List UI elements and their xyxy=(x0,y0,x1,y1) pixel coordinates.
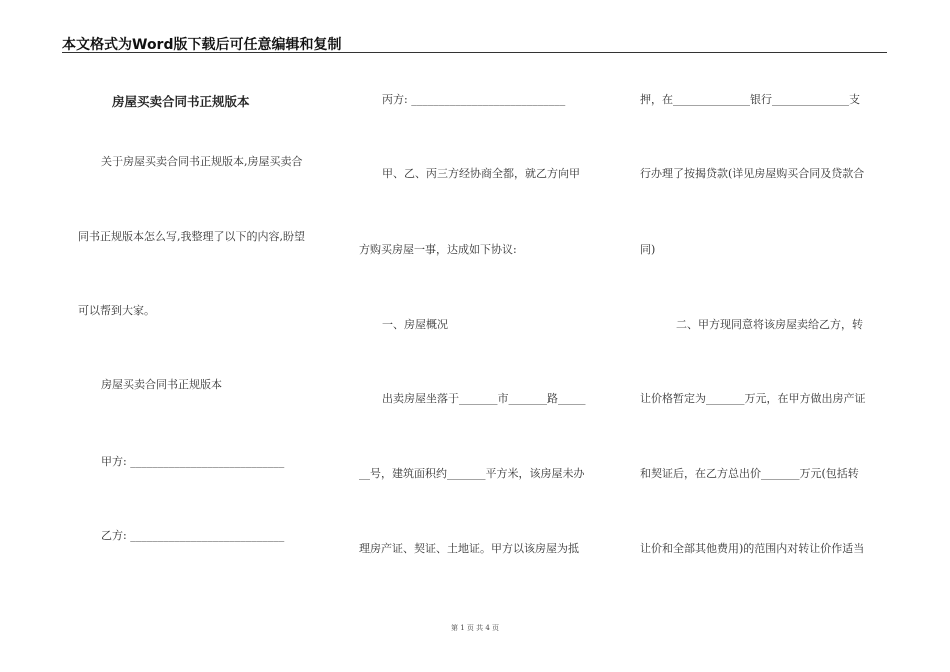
paragraph-line: 押，在______________银行______________支 xyxy=(640,93,860,106)
document-title: 房屋买卖合同书正规版本 xyxy=(112,94,250,109)
paragraph-line: __号，建筑面积约_______平方米，该房屋未办 xyxy=(359,467,585,480)
paragraph-line: 出卖房屋坐落于_______市_______路_____ xyxy=(382,392,586,405)
paragraph-line: 理房产证、契证、土地证。甲方以该房屋为抵 xyxy=(359,542,579,555)
paragraph-line: 关于房屋买卖合同书正规版本,房屋买卖合 xyxy=(101,155,303,168)
party-a-line: 甲方: ____________________________ xyxy=(101,455,285,468)
section-heading: 一、房屋概况 xyxy=(382,318,448,331)
party-c-line: 丙方: ____________________________ xyxy=(382,93,566,106)
subheading-line: 房屋买卖合同书正规版本 xyxy=(101,378,222,391)
document-banner: 本文格式为Word版下载后可任意编辑和复制 xyxy=(62,37,342,53)
paragraph-line: 让价格暂定为_______万元，在甲方做出房产证 xyxy=(640,392,866,405)
header-divider xyxy=(62,52,887,53)
paragraph-line: 行办理了按揭贷款(详见房屋购买合同及贷款合 xyxy=(640,167,865,180)
section-heading: 二、甲方现同意将该房屋卖给乙方，转 xyxy=(676,318,863,331)
page-number: 第 1 页 共 4 页 xyxy=(450,624,500,632)
paragraph-line: 让价和全部其他费用)的范围内对转让价作适当 xyxy=(640,542,865,555)
party-b-line: 乙方: ____________________________ xyxy=(101,529,285,542)
paragraph-line: 同书正规版本怎么写,我整理了以下的内容,盼望 xyxy=(78,230,305,243)
paragraph-line: 可以帮到大家。 xyxy=(78,304,155,317)
paragraph-line: 同) xyxy=(640,243,656,256)
paragraph-line: 甲、乙、丙三方经协商全都，就乙方向甲 xyxy=(382,167,580,180)
paragraph-line: 和契证后，在乙方总出价_______万元(包括转 xyxy=(640,467,859,480)
paragraph-line: 方购买房屋一事，达成如下协议: xyxy=(359,243,517,256)
